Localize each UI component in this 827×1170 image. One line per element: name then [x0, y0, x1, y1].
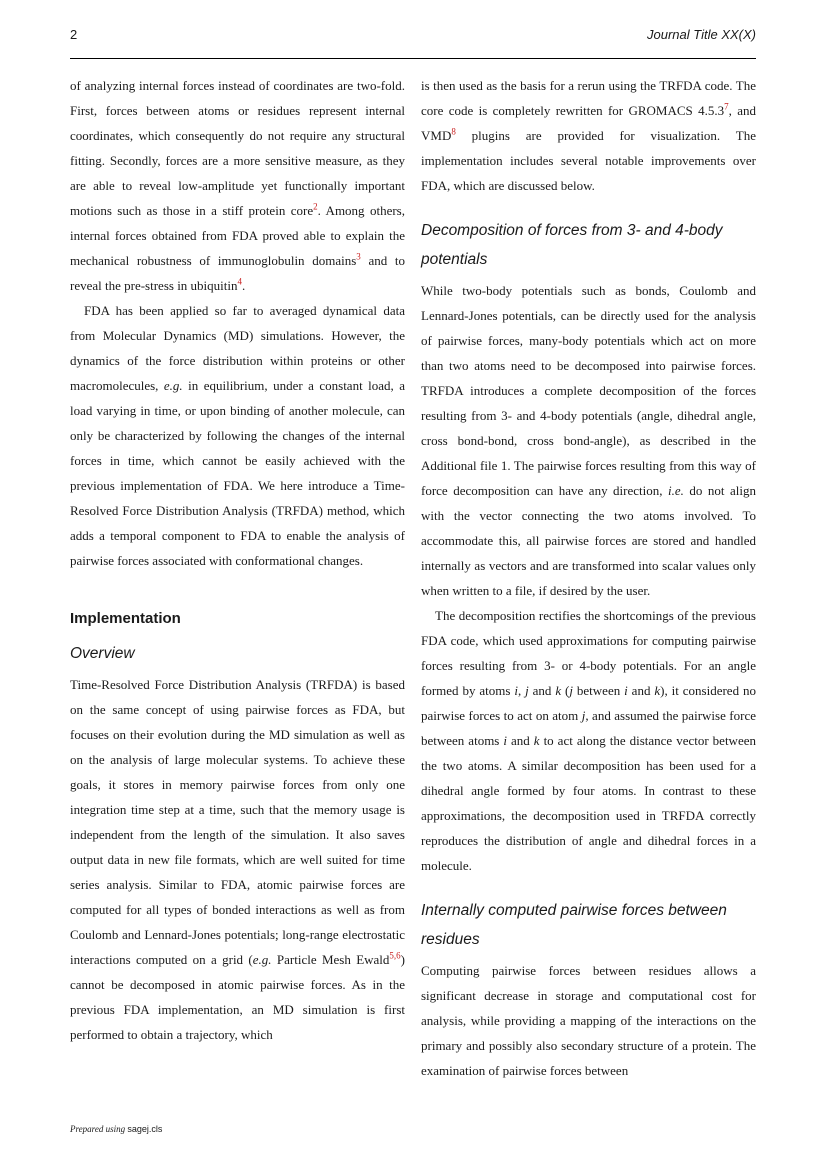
journal-title: Journal Title XX(X) [647, 27, 756, 42]
paragraph: The decomposition rectifies the shortcomings of the previous FDA code, which used approximations for computing pairwise forces resulting from 3- or 4-body potentials. For an angle formed by atoms i, j and k (j between i and k), it considered no pairwise forces to act on atom j, and assumed the pairwise force between atoms i and k to act along the distance vector between the two atoms. A similar decomposition has been used for a dihedral angle formed by four atoms. In contrast to these approximations, the decomposition used in TRFDA correctly reproduces the distribution of angle and dihedral forces in a molecule. [421, 608, 756, 873]
citation-link[interactable]: 2 [313, 201, 318, 212]
paragraph: is then used as the basis for a rerun using the TRFDA code. The core code is completely rewritten for GROMACS 4.5.3$^7$, and VMD$^8$ plugins are provided for visualization. The implementation includes several notable improvements over FDA, which are discussed below. [421, 78, 756, 193]
paragraph: FDA has been applied so far to averaged dynamical data from Molecular Dynamics (MD) simulations. However, the dynamics of the force distribution within proteins or other macromolecules, e.g. in equilibrium, under a constant load, a load varying in time, or upon binding of another molecule, can only be characterized by following the changes of the internal forces in time, which cannot be easily achieved with the previous implementation of FDA. We here introduce a Time-Resolved Force Distribution Analysis (TRFDA) method, which adds a temporal component to FDA to enable the analysis of pairwise forces associated with conformational changes. [70, 303, 406, 568]
paragraph: Time-Resolved Force Distribution Analysis (TRFDA) is based on the same concept of using pairwise forces as FDA, but focuses on their evolution during the MD simulation as well as on the analysis of large molecular systems. To achieve these goals, it stores in memory pairwise forces from only one integration time step at a time, such that the memory usage is independent from the length of the simulation. It also saves output data in new file formats, which are well suited for time series analysis. Similar to FDA, atomic pairwise forces are computed for all types of bonded interactions as well as from Coulomb and Lennard-Jones potentials; long-range electrostatic interactions computed on a grid (e.g. Particle Mesh Ewald$^{5,6}$) cannot be decomposed in atomic pairwise forces. As in the previous FDA implementation, an MD simulation is first performed to obtain a trajectory, which [70, 677, 406, 1042]
right-column [421, 73, 756, 1083]
citation-link[interactable]: 5,6 [389, 950, 401, 961]
citation-link[interactable]: 7 [724, 101, 729, 112]
subsection-heading: Decomposition of forces from 3- and 4-body potentials [421, 222, 723, 268]
citation-link[interactable]: 8 [451, 126, 456, 137]
page-footer: Prepared using sagej.cls [70, 1124, 163, 1134]
citation-link[interactable]: 4 [237, 276, 243, 287]
section-heading: Implementation [70, 610, 181, 627]
subsection-heading: Internally computed pairwise forces between residues [421, 902, 727, 948]
left-column [70, 73, 405, 1047]
page-number: 2 [70, 27, 78, 42]
paragraph: of analyzing internal forces instead of coordinates are two-fold. First, forces between atoms or residues represent internal coordinates, which consequently do not require any structural fitting. Secondly, forces are a more sensitive measure, as they are able to reveal low-amplitude yet functionally important motions such as those in a stiff protein core$^2$. Among others, internal forces obtained from FDA proved able to explain the mechanical robustness of immunoglobulin domains$^3$ and to reveal the pre-stress in ubiquitin$^4$. [70, 78, 405, 293]
page-header [70, 22, 756, 59]
subsection-heading: Overview [70, 645, 135, 662]
citation-link[interactable]: 3 [356, 251, 361, 262]
paragraph: Computing pairwise forces between residues allows a significant decrease in storage and computational cost for analysis, while providing a mapping of the interactions on the primary and possibly also secondary structure of a protein. The examination of pairwise forces between [421, 963, 756, 1078]
paragraph: While two-body potentials such as bonds, Coulomb and Lennard-Jones potentials, can be directly used for the analysis of pairwise forces, many-body potentials which act on more than two atoms need to be decomposed into pairwise forces. TRFDA introduces a complete decomposition of the forces resulting from 3- and 4-body potentials (angle, dihedral angle, cross bond-bond, cross bond-angle), as described in the Additional file 1. The pairwise forces resulting from this way of force decomposition can have any direction, i.e. do not align with the vector connecting the two atoms involved. To accommodate this, all pairwise forces are stored and handled internally as vectors and are transformed into scalar values only when written to a file, if desired by the user. [421, 283, 756, 598]
